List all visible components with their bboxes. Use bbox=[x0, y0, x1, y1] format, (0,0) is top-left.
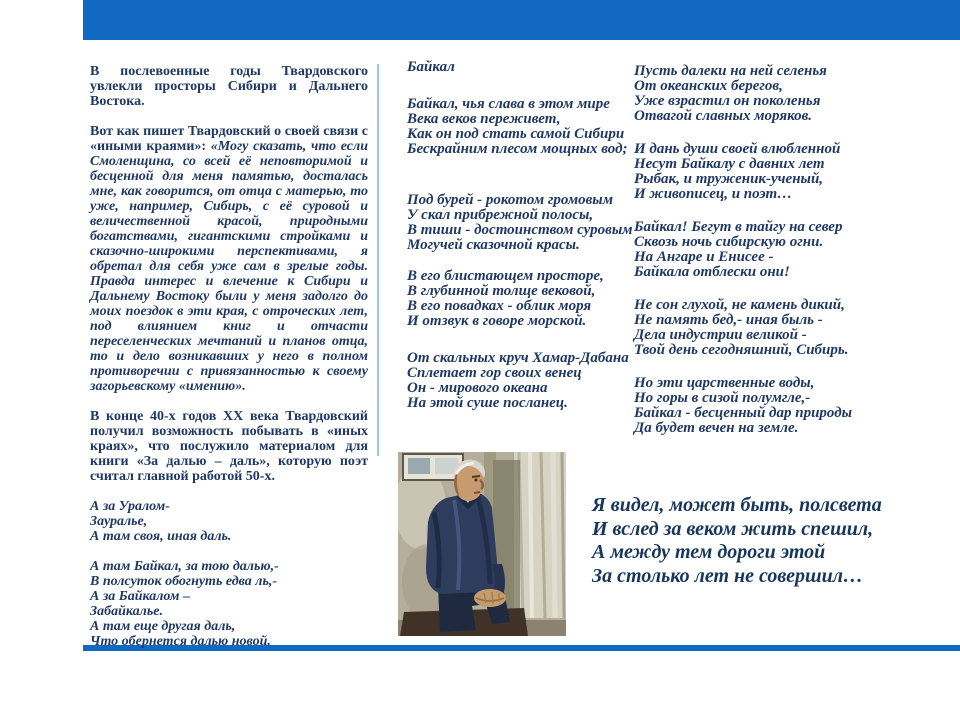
poem-line: Но эти царственные воды, bbox=[634, 375, 815, 391]
poem-line: В тиши - достоинством суровым bbox=[407, 222, 633, 238]
poem-line: В полсуток обогнуть едва ль,- bbox=[90, 574, 278, 589]
quote-line: А между тем дороги этой bbox=[592, 541, 826, 563]
poem-line: И отзвук в говоре морской. bbox=[407, 313, 587, 329]
poem-line: В глубинной толще вековой, bbox=[407, 283, 596, 299]
poem-line: А за Уралом- bbox=[90, 499, 170, 514]
poem-line: В его блистающем просторе, bbox=[407, 268, 604, 284]
baikal-stanza-2 bbox=[407, 192, 633, 253]
poem-title: Байкал bbox=[407, 59, 455, 75]
quote-line: И вслед за веком жить спешил, bbox=[592, 517, 874, 540]
poem-line: Зауралье, bbox=[90, 514, 148, 529]
portrait-painting-image bbox=[398, 452, 566, 636]
intro-paragraph: В послевоенные годы Твардовского увлекли просторы Сибири и Дальнего Востока. bbox=[90, 64, 368, 109]
quote-paragraph-lead: Вот как пишет Твардовский о своей связи с «иными краями»: bbox=[90, 124, 368, 154]
book-paragraph: В конце 40-х годов XX века Твардовский получил возможность побывать в «иных краях», что послужило материалом для книги «За далью – даль», которую поэт считал главной работой 50-х. bbox=[90, 409, 368, 484]
left-column bbox=[90, 64, 368, 664]
quote-paragraph-citation: «Могу сказать, что если Смоленщина, со всей её неповторимой и бесценной для меня памятью, досталась мне, как говорится, от отца с матерью, то уже, например, Сибирь, с её суровой и величественной красой, природными богатствами, гигантскими стройками и сказочно-широкими перспективами, я обретал для себя уже сам в зрелые годы. Правда интерес и влечение к Сибири и Дальнему Востоку были у меня задолго до моих поездок в эти края, с отроческих лет, под влиянием книг и отчасти переселенческих мечтаний и планов отца, то и дело возникавших у него в полном противоречии с привязанностью к своему загорьевскому «имению». bbox=[90, 139, 368, 394]
poem-tam-baikal bbox=[90, 559, 368, 649]
column-divider-line bbox=[377, 64, 379, 456]
poem-line: А там еще другая даль, bbox=[90, 619, 236, 634]
poem-line: Да будет вечен на земле. bbox=[634, 420, 799, 436]
poem-line: От скальных круч Хамар-Дабана bbox=[407, 350, 629, 366]
quote-line: Я видел, может быть, полсвета bbox=[592, 494, 882, 516]
quote-line: За столько лет не совершил… bbox=[592, 564, 864, 587]
poem-line: И живописец, и поэт… bbox=[634, 186, 793, 202]
poem-line: Забайкалье. bbox=[90, 604, 163, 619]
baikal-stanza-8 bbox=[634, 298, 890, 358]
baikal-stanza-7 bbox=[634, 220, 890, 280]
top-accent-bar bbox=[83, 0, 960, 40]
poem-line: Как он под стать самой Сибири bbox=[407, 126, 625, 142]
poem-line: Дела индустрии великой - bbox=[634, 327, 807, 343]
poem-line: На Ангаре и Енисее - bbox=[634, 249, 774, 265]
poem-line: В его повадках - облик моря bbox=[407, 298, 592, 314]
baikal-stanza-4 bbox=[407, 351, 627, 411]
final-quote bbox=[592, 494, 902, 588]
poem-line: А там Байкал, за тою далью,- bbox=[90, 559, 279, 574]
poem-line: Но горы в сизой полумгле,- bbox=[634, 390, 811, 406]
poem-line: Века веков переживет, bbox=[407, 111, 561, 127]
baikal-stanza-9 bbox=[634, 376, 890, 436]
baikal-stanza-3 bbox=[407, 269, 627, 329]
poem-line: Сплетает гор своих венец bbox=[407, 365, 582, 381]
poem-line: Отвагой славных моряков. bbox=[634, 108, 813, 124]
poem-line: Не сон глухой, не камень дикий, bbox=[634, 297, 845, 313]
poem-line: Байкала отблески они! bbox=[634, 264, 790, 280]
poem-line: На этой суше посланец. bbox=[407, 395, 568, 411]
poem-line: Бескрайним плесом мощных вод; bbox=[407, 141, 628, 157]
poem-line: Рыбак, и труженик-ученый, bbox=[634, 171, 824, 187]
poem-line: Байкал! Бегут в тайгу на север bbox=[634, 219, 843, 235]
poem-line: От океанских берегов, bbox=[634, 78, 783, 94]
poem-line: Байкал - бесценный дар природы bbox=[634, 405, 853, 421]
poem-line: И дань души своей влюбленной bbox=[634, 141, 841, 157]
poem-line: Байкал, чья слава в этом мире bbox=[407, 96, 610, 112]
quote-paragraph bbox=[90, 124, 368, 394]
poem-line: Пусть далеки на ней селенья bbox=[634, 63, 827, 79]
poem-line: Несут Байкалу с давних лет bbox=[634, 156, 825, 172]
poem-line: Уже взрастил он поколенья bbox=[634, 93, 821, 109]
poem-line: Сквозь ночь сибирскую огни. bbox=[634, 234, 824, 250]
poem-za-uralom bbox=[90, 499, 368, 544]
baikal-stanza-6 bbox=[634, 142, 890, 202]
baikal-stanza-1 bbox=[407, 97, 627, 157]
baikal-stanza-5 bbox=[634, 64, 890, 124]
poem-line: Под бурей - рокотом громовым bbox=[407, 192, 613, 208]
poem-line: У скал прибрежной полосы, bbox=[407, 207, 594, 223]
poem-line: А за Байкалом – bbox=[90, 589, 190, 604]
poem-line: Что обернется далью новой. bbox=[90, 634, 271, 649]
right-column bbox=[634, 64, 890, 454]
portrait-painting bbox=[398, 452, 566, 636]
poem-line: Он - мирового океана bbox=[407, 380, 548, 396]
poem-line: А там своя, иная даль. bbox=[90, 529, 232, 544]
poem-line: Твой день сегодняшний, Сибирь. bbox=[634, 342, 849, 358]
poem-line: Могучей сказочной красы. bbox=[407, 237, 580, 253]
middle-column bbox=[407, 59, 633, 427]
poem-line: Не память бед,- иная быль - bbox=[634, 312, 823, 328]
